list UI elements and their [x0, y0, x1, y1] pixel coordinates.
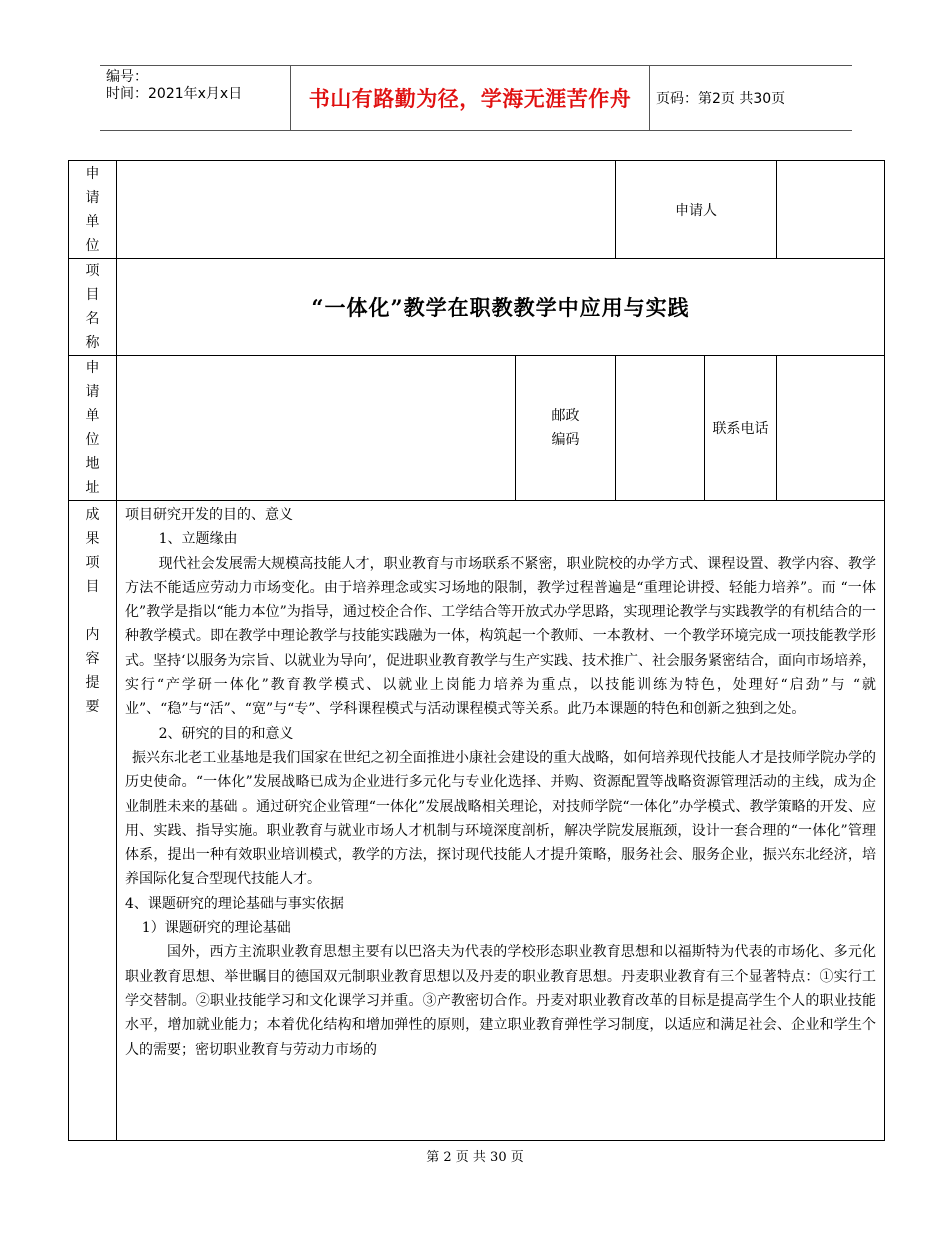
row-address	[69, 356, 885, 501]
time-label: 时间：2021年x月x日	[106, 86, 243, 102]
project-title: “一体化”教学在职教教学中应用与实践	[117, 259, 885, 356]
applicant-label: 申请人	[616, 161, 777, 259]
row-summary	[69, 501, 885, 1141]
paragraph: 4、课题研究的理论基础与事实依据	[125, 895, 344, 912]
applicant-value	[777, 161, 885, 259]
address-value	[117, 356, 516, 501]
paragraph: 国外，西方主流职业教育思想主要有以巴洛夫为代表的学校形态职业教育思想和以福斯特为代表的市场化、多元化职业教育思想、举世瞩目的德国双元制职业教育思想以及丹麦的职业教育思想。丹麦职业教育有三个显著特点：①实行工学交替制。②职业技能学习和文化课学习并重。③产教密切合作。丹麦对职业教育改革的目标是提高学生个人的职业技能水平，增加就业能力；本着优化结构和增加弹性的原则，建立职业教育弹性学习制度，以适应和满足社会、企业和学生个人的需要；密切职业教育与劳动力市场的	[125, 944, 877, 1058]
project-name-label: 项 目 名 称	[69, 259, 117, 356]
paragraph: 振兴东北老工业基地是我们国家在世纪之初全面推进小康社会建设的重大战略，如何培养现代技能人才是技师学院办学的历史使命。“一体化”发展战略已成为企业进行多元化与专业化选择、并购、资源配置等战略资源管理活动的主线，成为企业制胜未来的基础 。通过研究企业管理“一体化”发展战略相关理论，对技师学院“一体化”办学模式、教学策略的开发、应用、实践、指导实施。职业教育与就业市场人才机制与环境深度剖析，解决学院发展瓶颈，设计一套合理的“一体化”管理体系，提出一种有效职业培训模式，教学的方法，探讨现代技能人才提升策略，服务社会、服务企业，振兴东北经济，培养国际化复合型现代技能人才。	[125, 749, 877, 888]
postal-code-value	[616, 356, 705, 501]
application-form-table	[68, 160, 885, 1141]
page-header	[100, 65, 852, 131]
phone-value	[777, 356, 885, 501]
page-footer: 第 2 页 共 30 页	[426, 1150, 524, 1165]
row-project-name	[69, 259, 885, 356]
paragraph: 1）课题研究的理论基础	[141, 920, 291, 937]
applicant-unit-value	[117, 161, 616, 259]
row-applicant-unit	[69, 161, 885, 259]
paragraph: 2、研究的目的和意义	[158, 725, 294, 742]
phone-label: 联系电话	[705, 356, 777, 501]
number-label: 编号：	[106, 69, 148, 85]
address-label: 申 请 单 位 地 址	[69, 356, 117, 501]
header-page-label: 页码：第2页 共30页	[656, 91, 786, 107]
paragraph: 现代社会发展需大规模高技能人才，职业教育与市场联系不紧密，职业院校的办学方式、课程设置、教学内容、教学方法不能适应劳动力市场变化。由于培养理念或实习场地的限制，教学过程普遍是“重理论讲授、轻能力培养”。而 “一体化”教学是指以“能力本位”为指导，通过校企合作、工学结合等开放式办学思路，实现理论教学与实践教学的有机结合的一种教学模式。即在教学中理论教学与技能实践融为一体，构筑起一个教师、一本教材、一个教学环境完成一项技能教学形式。坚持‘以服务为宗旨、以就业为导向’，促进职业教育教学与生产实践、技术推广、社会服务紧密结合，面向市场培养，实行“产学研一体化”教育教学模式、以就业上岗能力培养为重点，以技能训练为特色，处理好“启劲”与 “就业”、“稳”与“活”、“宽”与“专”、学科课程模式与活动课程模式等关系。此乃本课题的特色和创新之独到之处。	[125, 555, 877, 718]
postal-code-label: 邮政 编码	[516, 356, 616, 501]
paragraph: 1、立题缘由	[158, 531, 238, 548]
header-motto: 书山有路勤为径，学海无涯苦作舟	[308, 87, 632, 111]
header-divider	[649, 66, 650, 130]
summary-label: 成 果 项 目 内 容 提 要	[69, 501, 117, 1141]
summary-content	[117, 501, 885, 1141]
paragraph: 项目研究开发的目的、意义	[125, 507, 293, 523]
header-meta	[106, 69, 288, 103]
applicant-unit-label: 申 请 单 位	[69, 161, 117, 259]
